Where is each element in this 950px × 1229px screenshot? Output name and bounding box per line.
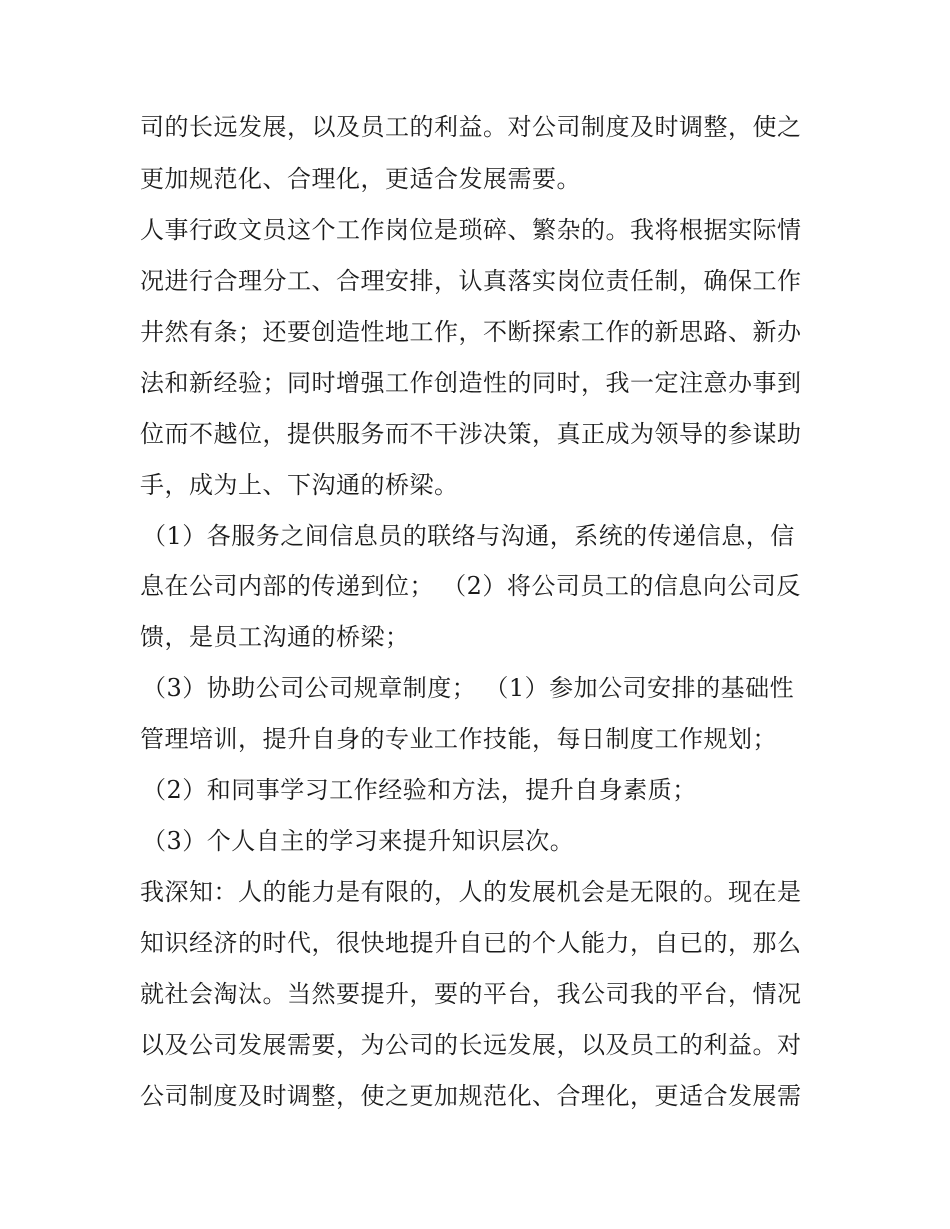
text-line: （1）各服务之间信息员的联络与沟通，系统的传递信息，信	[142, 522, 795, 550]
text-line: 息在公司内部的传递到位； （2）将公司员工的信息向公司反	[140, 572, 801, 600]
text-line: （3）协助公司公司规章制度； （1）参加公司安排的基础性	[142, 674, 795, 702]
text-line: 况进行合理分工、合理安排，认真落实岗位责任制，确保工作	[140, 267, 802, 295]
text-line: 手，成为上、下沟通的桥梁。	[140, 471, 459, 499]
text-line: （3）个人自主的学习来提升知识层次。	[142, 827, 575, 855]
text-line: 井然有条；还要创造性地工作，不断探索工作的新思路、新办	[140, 318, 802, 346]
text-line: 人事行政文员这个工作岗位是琐碎、繁杂的。我将根据实际情	[140, 216, 802, 244]
text-line: 法和新经验；同时增强工作创造性的同时，我一定注意办事到	[140, 369, 802, 397]
text-line: 就社会淘汰。当然要提升，要的平台，我公司我的平台，情况	[140, 980, 802, 1008]
text-line: （2）和同事学习工作经验和方法，提升自身素质；	[142, 776, 697, 804]
text-line: 知识经济的时代，很快地提升自已的个人能力，自已的，那么	[140, 929, 802, 957]
text-line: 我深知：人的能力是有限的，人的发展机会是无限的。现在是	[140, 878, 802, 906]
text-line: 以及公司发展需要，为公司的长远发展，以及员工的利益。对	[140, 1031, 802, 1059]
text-line: 司的长远发展，以及员工的利益。对公司制度及时调整，使之	[140, 113, 802, 141]
text-line: 更加规范化、合理化，更适合发展需要。	[140, 165, 581, 193]
text-line: 管理培训，提升自身的专业工作技能，每日制度工作规划；	[140, 725, 777, 753]
text-line: 位而不越位，提供服务而不干涉决策，真正成为领导的参谋助	[140, 420, 802, 448]
text-line: 馈，是员工沟通的桥梁；	[140, 623, 410, 651]
text-line: 公司制度及时调整，使之更加规范化、合理化，更适合发展需	[140, 1082, 802, 1110]
